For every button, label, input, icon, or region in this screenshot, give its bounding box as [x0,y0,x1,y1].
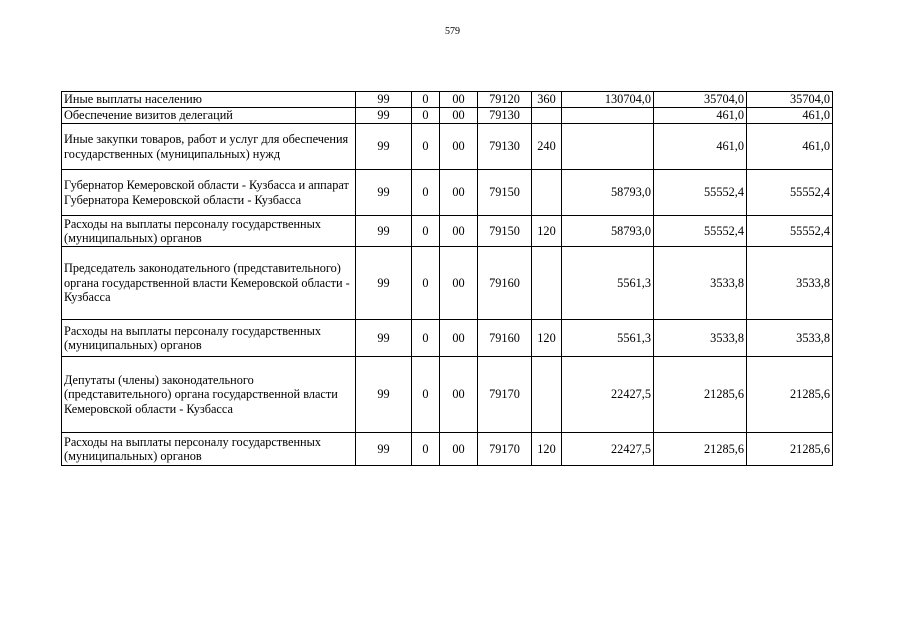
row-name: Депутаты (члены) законодательного (представительного) органа государственной власти Кемеровской области - Кузбасса [62,357,356,433]
code-2: 0 [412,433,440,466]
table-row [62,357,833,433]
code-5: 120 [532,216,562,247]
value-3: 21285,6 [747,433,833,466]
table-row [62,124,833,170]
code-1: 99 [356,170,412,216]
row-name: Расходы на выплаты персоналу государственных (муниципальных) органов [62,433,356,466]
value-2: 3533,8 [654,247,747,320]
value-3: 461,0 [747,124,833,170]
value-1: 5561,3 [562,247,654,320]
value-1 [562,124,654,170]
code-4: 79160 [478,320,532,357]
value-1: 5561,3 [562,320,654,357]
code-3: 00 [440,216,478,247]
row-name: Губернатор Кемеровской области - Кузбасса и аппарат Губернатора Кемеровской области - Кузбасса [62,170,356,216]
code-3: 00 [440,108,478,124]
table-row [62,247,833,320]
budget-table [61,91,833,466]
code-2: 0 [412,124,440,170]
value-2: 3533,8 [654,320,747,357]
page-number: 579 [445,26,460,37]
code-5: 360 [532,92,562,108]
code-3: 00 [440,170,478,216]
code-5 [532,108,562,124]
code-1: 99 [356,247,412,320]
value-1: 22427,5 [562,357,654,433]
code-4: 79170 [478,357,532,433]
code-3: 00 [440,247,478,320]
row-name: Иные закупки товаров, работ и услуг для обеспечения государственных (муниципальных) нужд [62,124,356,170]
code-4: 79150 [478,170,532,216]
code-2: 0 [412,247,440,320]
row-name: Иные выплаты населению [62,92,356,108]
code-3: 00 [440,320,478,357]
value-1: 22427,5 [562,433,654,466]
value-1: 130704,0 [562,92,654,108]
value-2: 55552,4 [654,216,747,247]
value-2: 21285,6 [654,433,747,466]
row-name: Обеспечение визитов делегаций [62,108,356,124]
code-1: 99 [356,357,412,433]
code-1: 99 [356,216,412,247]
code-4: 79170 [478,433,532,466]
code-4: 79120 [478,92,532,108]
code-2: 0 [412,216,440,247]
value-2: 55552,4 [654,170,747,216]
code-5: 120 [532,320,562,357]
value-2: 35704,0 [654,92,747,108]
value-3: 21285,6 [747,357,833,433]
value-1: 58793,0 [562,170,654,216]
value-1 [562,108,654,124]
code-5 [532,357,562,433]
value-3: 461,0 [747,108,833,124]
code-5: 120 [532,433,562,466]
value-2: 461,0 [654,124,747,170]
code-1: 99 [356,320,412,357]
row-name: Председатель законодательного (представительного) органа государственной власти Кемеровской области - Кузбасса [62,247,356,320]
code-2: 0 [412,357,440,433]
code-1: 99 [356,433,412,466]
table-row [62,216,833,247]
value-2: 21285,6 [654,357,747,433]
value-3: 35704,0 [747,92,833,108]
code-2: 0 [412,170,440,216]
value-2: 461,0 [654,108,747,124]
code-5 [532,170,562,216]
value-1: 58793,0 [562,216,654,247]
table-row [62,108,833,124]
code-2: 0 [412,320,440,357]
table-row [62,92,833,108]
table-row [62,320,833,357]
code-1: 99 [356,108,412,124]
code-1: 99 [356,92,412,108]
code-3: 00 [440,92,478,108]
table-row [62,433,833,466]
code-3: 00 [440,433,478,466]
code-1: 99 [356,124,412,170]
code-5: 240 [532,124,562,170]
row-name: Расходы на выплаты персоналу государственных (муниципальных) органов [62,320,356,357]
value-3: 3533,8 [747,320,833,357]
code-2: 0 [412,108,440,124]
code-4: 79130 [478,108,532,124]
code-3: 00 [440,357,478,433]
value-3: 55552,4 [747,216,833,247]
table-row [62,170,833,216]
code-4: 79160 [478,247,532,320]
code-3: 00 [440,124,478,170]
code-2: 0 [412,92,440,108]
value-3: 3533,8 [747,247,833,320]
code-5 [532,247,562,320]
value-3: 55552,4 [747,170,833,216]
row-name: Расходы на выплаты персоналу государственных (муниципальных) органов [62,216,356,247]
code-4: 79150 [478,216,532,247]
code-4: 79130 [478,124,532,170]
